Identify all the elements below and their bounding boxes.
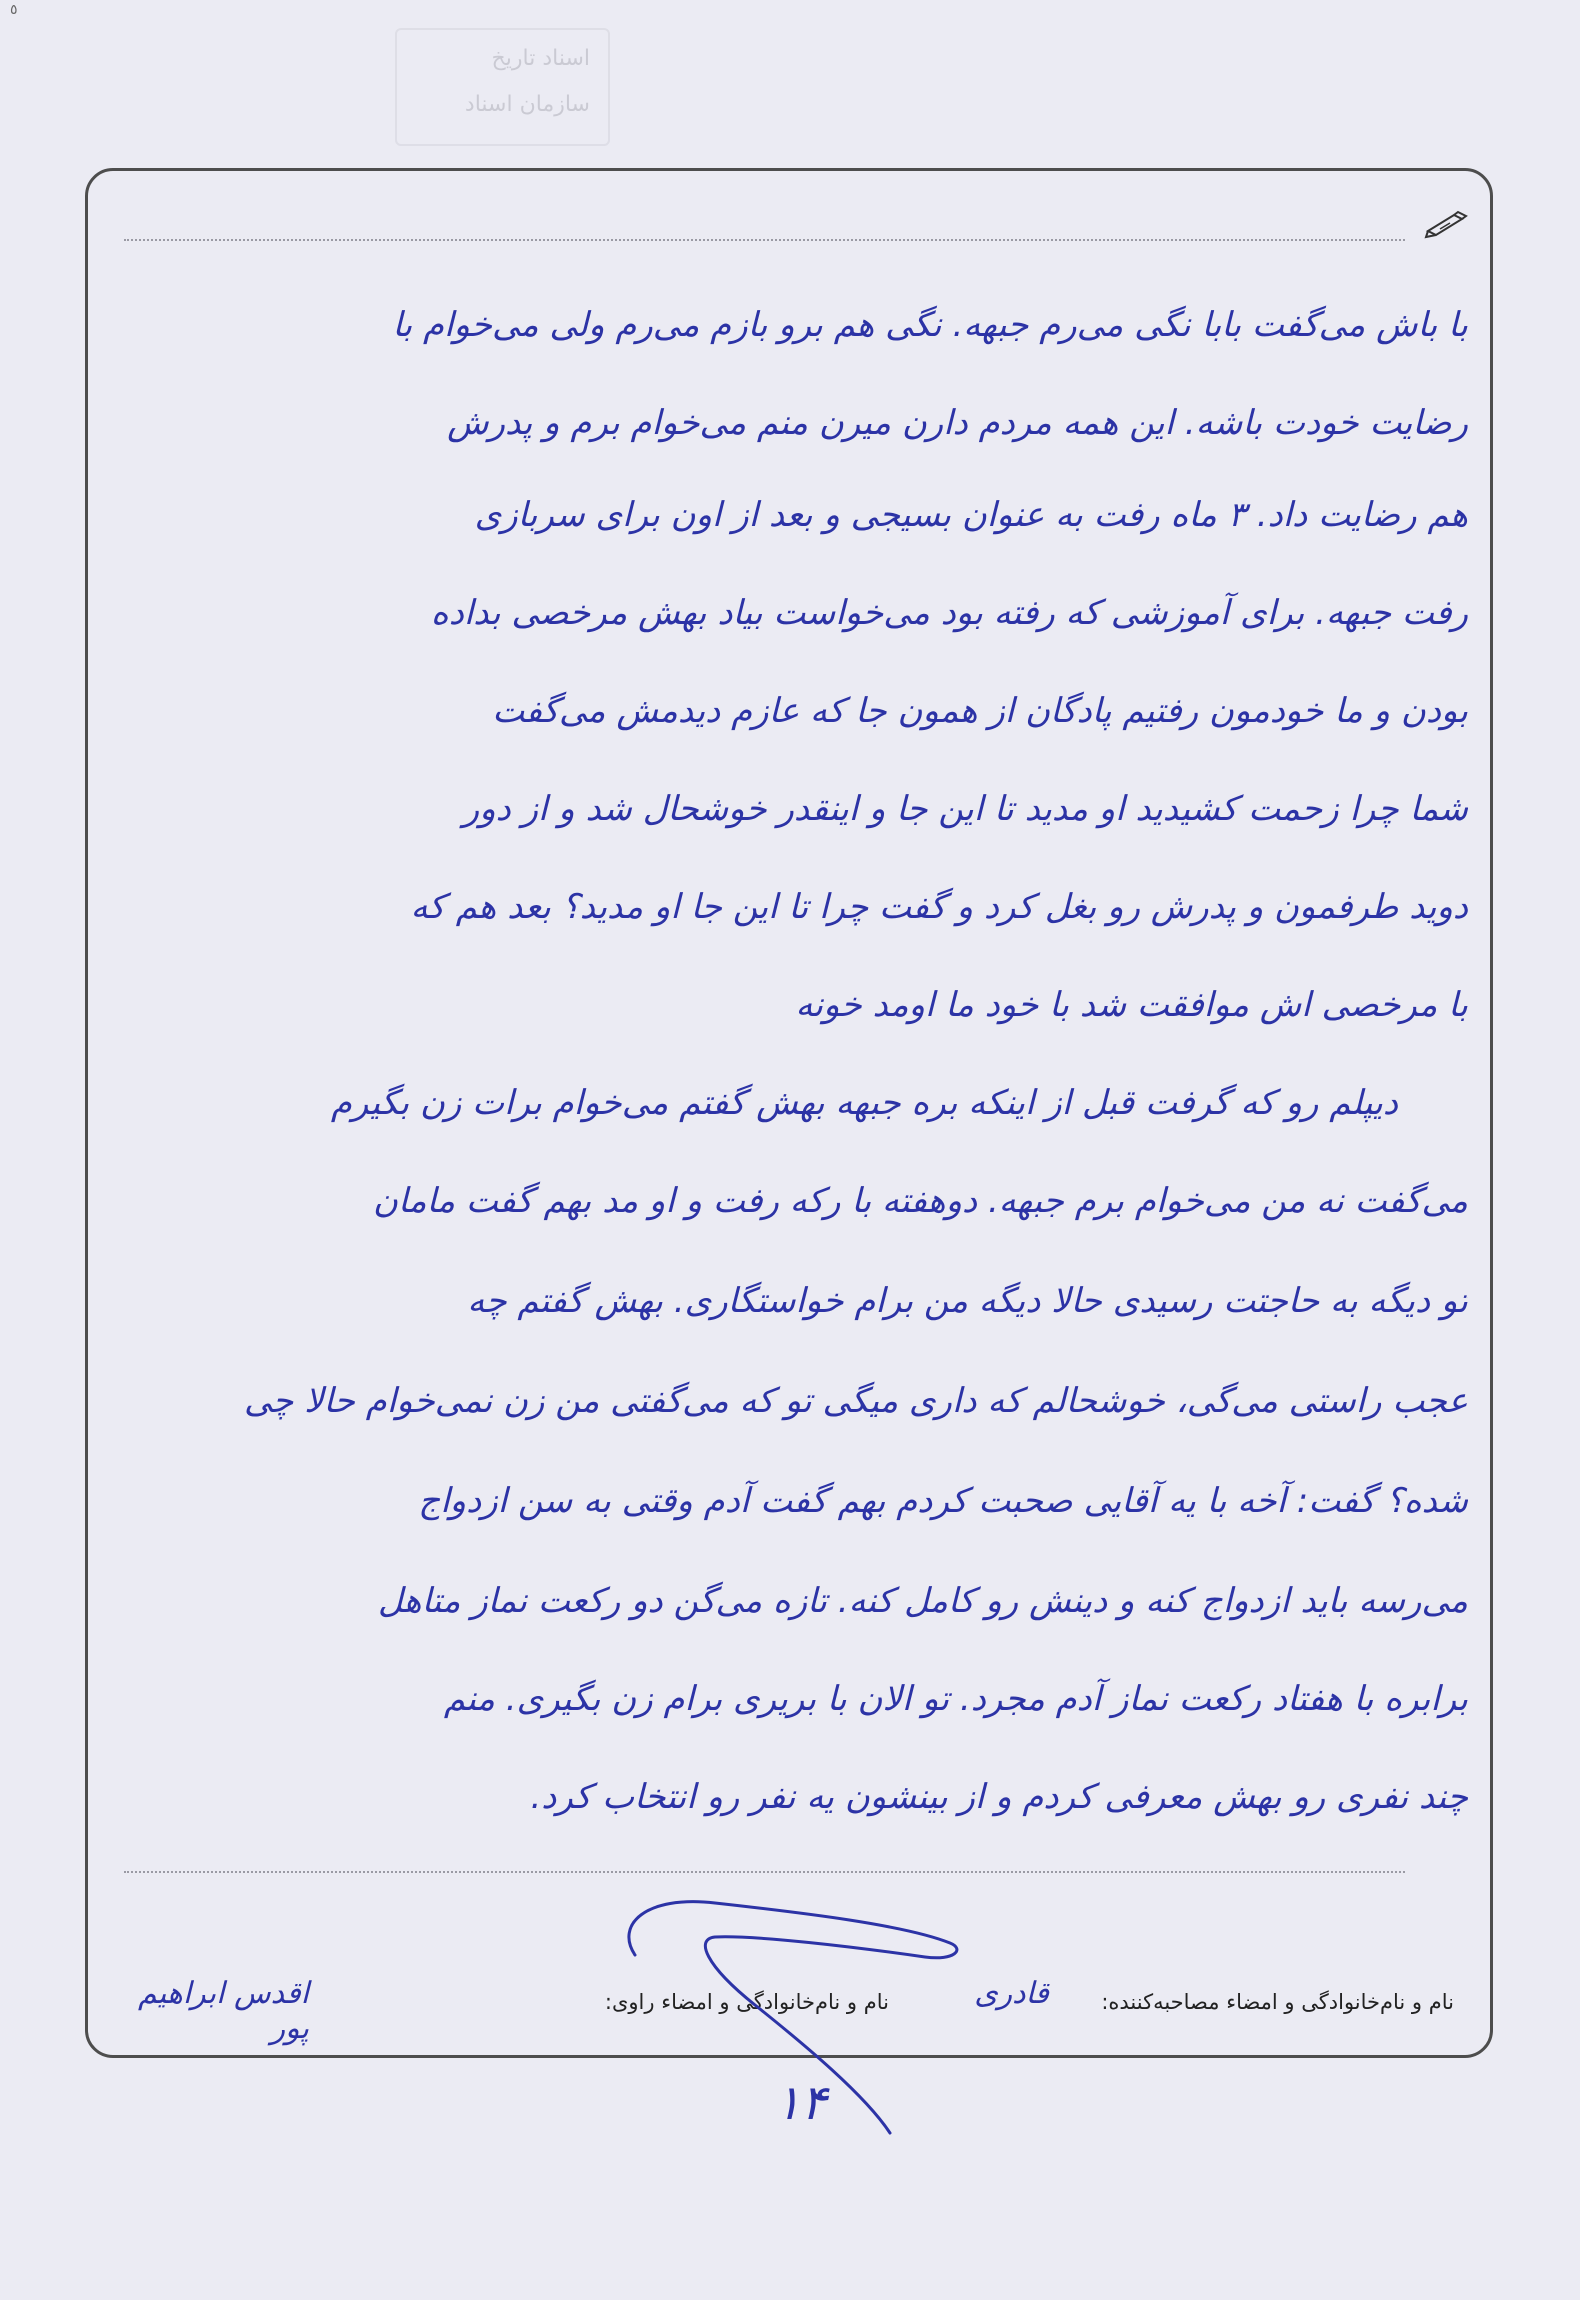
handwritten-line: می‌رسه باید ازدواج کنه و دینش رو کامل کنه. تازه می‌گن دو رکعت نماز متاهل [377, 1581, 1468, 1621]
handwritten-line: برابره با هفتاد رکعت نماز آدم مجرد. تو الان با بریری برام زن بگیری. منم [443, 1679, 1468, 1719]
handwritten-line: هم رضایت داد. ۳ ماه رفت به عنوان بسیجی و بعد از اون برای سربازی [474, 495, 1468, 535]
interviewer-name: قادری [974, 1976, 1049, 2011]
interview-page-frame [85, 168, 1493, 2058]
handwritten-line: رفت جبهه. برای آموزشی که رفته بود می‌خواست بیاد بهش مرخصی بداده [430, 593, 1468, 633]
handwritten-line: عجب راستی می‌گی، خوشحالم که داری میگی تو که می‌گفتی من زن نمی‌خوام حالا چی [243, 1381, 1468, 1421]
handwritten-line: شما چرا زحمت کشیدید او مدید تا این جا و اینقدر خوشحال شد و از دور [462, 789, 1468, 829]
narrator-label: نام و نام‌خانوادگی و امضاء راوی: [604, 1990, 889, 2014]
handwritten-line: با مرخصی اش موافقت شد با خود ما اومد خونه [795, 985, 1468, 1025]
page-corner-mark: ٥ [10, 2, 18, 18]
handwritten-line: تو دیگه به حاجتت رسیدی حالا دیگه من برام خواستگاری. بهش گفتم چه [467, 1281, 1468, 1321]
handwritten-line: دیپلم رو که گرفت قبل از اینکه بره جبهه بهش گفتم می‌خوام برات زن بگیرم [330, 1083, 1398, 1123]
pen-writing-icon [1424, 209, 1470, 239]
faded-stamp [395, 28, 610, 146]
page-number: ۱۴ [775, 2075, 827, 2131]
dotted-guide-line [124, 239, 1405, 241]
stamp-text-line2: سازمان اسناد [464, 92, 590, 117]
stamp-text-line1: اسناد تاریخ [491, 46, 590, 71]
handwritten-line: بودن و ما خودمون رفتیم پادگان از همون جا که عازم دیدمش می‌گفت [492, 691, 1468, 731]
handwritten-line: رضایت خودت باشه. این همه مردم دارن میرن منم می‌خوام برم و پدرش [447, 403, 1468, 443]
handwritten-line: شده؟ گفت: آخه با یه آقایی صحبت کردم بهم گفت آدم وقتی به سن ازدواج [418, 1481, 1468, 1521]
handwritten-line: می‌گفت نه من می‌خوام برم جبهه. دوهفته با رکه رفت و او مد بهم گفت مامان [373, 1181, 1468, 1221]
interviewer-label: نام و نام‌خانوادگی و امضاء مصاحبه‌کننده: [1101, 1990, 1454, 2014]
dotted-guide-line [124, 1871, 1405, 1873]
narrator-name: اقدس ابراهیم پور [138, 1976, 309, 2046]
handwritten-line: دوید طرفمون و پدرش رو بغل کرد و گفت چرا تا این جا او مدید؟ بعد هم که [410, 887, 1468, 927]
handwritten-line: چند نفری رو بهش معرفی کردم و از بینشون یه نفر رو انتخاب کرد. [530, 1777, 1468, 1817]
handwritten-line: با باش می‌گفت بابا نگی می‌رم جبهه. نگی هم برو بازم می‌رم ولی می‌خوام با [392, 305, 1468, 345]
